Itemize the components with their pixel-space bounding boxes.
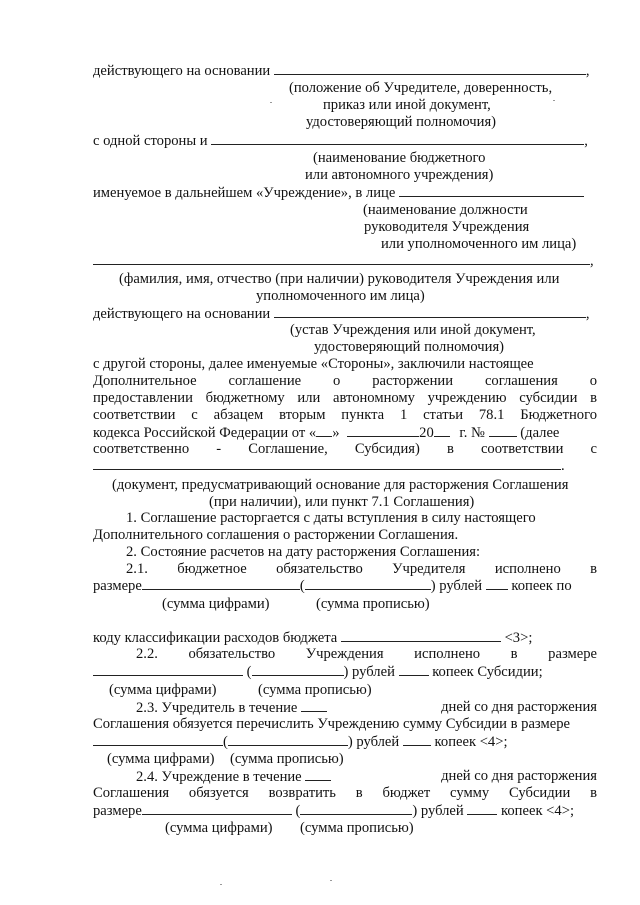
caption: уполномоченного им лица): [256, 288, 425, 304]
section-2: 2. Состояние расчетов на дату расторжения Соглашения:: [126, 544, 481, 560]
scan-speck: [330, 880, 332, 881]
scan-speck: [220, 884, 222, 885]
caption: (сумма прописью): [316, 596, 430, 612]
month-field[interactable]: [347, 424, 419, 437]
caption: удостоверяющий полномочия): [314, 339, 505, 355]
caption: (сумма цифрами): [165, 820, 273, 836]
paragraph-line: соответствии с абзацем вторым пункта 1 статьи 78.1 Бюджетного: [93, 407, 597, 423]
caption: удостоверяющий полномочия): [306, 114, 497, 130]
days-field[interactable]: [301, 699, 327, 712]
basis-line: действующего на основании ,: [93, 63, 590, 79]
agreement-date-line: кодекса Российской Федерации от « » 20 г. № (далее: [93, 425, 560, 441]
section-1-cont: Дополнительного соглашения о расторжении Соглашения.: [93, 527, 459, 543]
year-field[interactable]: [434, 424, 450, 437]
party-line: с одной стороны и ,: [93, 133, 588, 149]
caption: (сумма цифрами): [162, 596, 270, 612]
caption: (сумма цифрами): [109, 682, 217, 698]
budget-code-field[interactable]: [341, 629, 501, 642]
caption: (сумма прописью): [230, 751, 344, 767]
number-field[interactable]: [489, 424, 517, 437]
caption: (наименование должности: [363, 202, 528, 218]
caption: приказ или иной документ,: [323, 97, 491, 113]
basis-line-2: действующего на основании ,: [93, 306, 590, 322]
paragraph-line: Дополнительное соглашение о расторжении соглашения о: [93, 373, 597, 389]
clause-2-4-cont: Соглашения обязуется возвратить в бюджет сумму Субсидии в: [93, 785, 597, 801]
clause-2-1-amount: размере ( ) рублей копеек по: [93, 578, 572, 594]
full-name-field[interactable]: [93, 252, 590, 265]
paragraph-line: предоставлении бюджетному или автономному учреждению субсидии в: [93, 390, 597, 406]
budget-code-line: коду классификации расходов бюджета <3>;: [93, 630, 533, 646]
kopecks-field[interactable]: [486, 577, 508, 590]
day-field[interactable]: [316, 424, 332, 437]
amount-words-field[interactable]: [252, 663, 344, 676]
caption: руководителя Учреждения: [364, 219, 530, 235]
institution-name-field[interactable]: [211, 132, 584, 145]
kopecks-field[interactable]: [399, 663, 429, 676]
position-field[interactable]: [399, 184, 584, 197]
clause-2-1: 2.1. бюджетное обязательство Учредителя исполнено в: [126, 561, 597, 577]
basis-document-field[interactable]: [93, 457, 561, 470]
caption: (при наличии), или пункт 7.1 Соглашения): [209, 494, 475, 510]
paragraph-line: с другой стороны, далее именуемые «Стороны», заключили настоящее: [93, 356, 534, 372]
basis-field[interactable]: [274, 62, 586, 75]
basis-field-2[interactable]: [274, 305, 586, 318]
clause-2-4-amount: размере ( ) рублей копеек <4>;: [93, 803, 574, 819]
clause-2-3: 2.3. Учредитель в течение дней со дня расторжения: [136, 699, 597, 716]
amount-digits-field[interactable]: [142, 802, 292, 815]
amount-words-field[interactable]: [305, 577, 431, 590]
days-field[interactable]: [305, 768, 331, 781]
amount-digits-field[interactable]: [93, 663, 243, 676]
caption: (сумма цифрами): [107, 751, 215, 767]
amount-words-field[interactable]: [228, 733, 348, 746]
amount-digits-field[interactable]: [93, 733, 223, 746]
scan-speck: [270, 102, 272, 103]
amount-words-field[interactable]: [300, 802, 412, 815]
caption: (устав Учреждения или иной документ,: [290, 322, 536, 338]
basis-document-line: .: [93, 457, 565, 475]
paragraph-line: соответственно - Соглашение, Субсидия) в соответствии с: [93, 441, 597, 457]
kopecks-field[interactable]: [403, 733, 431, 746]
clause-2-2: 2.2. обязательство Учреждения исполнено в размере: [136, 646, 597, 662]
full-name-line: ,: [93, 252, 594, 270]
clause-2-3-amount: ( ) рублей копеек <4>;: [93, 733, 508, 751]
scan-speck: [553, 100, 555, 101]
kopecks-field[interactable]: [467, 802, 497, 815]
amount-digits-field[interactable]: [142, 577, 300, 590]
caption: (документ, предусматривающий основание для расторжения Соглашения: [112, 477, 569, 493]
caption: (положение об Учредителе, доверенность,: [289, 80, 553, 96]
clause-2-2-amount: ( ) рублей копеек Субсидии;: [93, 663, 543, 681]
clause-2-4: 2.4. Учреждение в течение дней со дня расторжения: [136, 768, 597, 785]
caption: или уполномоченного им лица): [381, 236, 577, 252]
caption: или автономного учреждения): [305, 167, 494, 183]
caption: (фамилия, имя, отчество (при наличии) руководителя Учреждения или: [119, 271, 560, 287]
section-1: 1. Соглашение расторгается с даты вступления в силу настоящего: [126, 510, 536, 526]
represented-by-line: именуемое в дальнейшем «Учреждение», в лице: [93, 184, 584, 202]
caption: (сумма прописью): [300, 820, 414, 836]
caption: (сумма прописью): [258, 682, 372, 698]
clause-2-3-cont: Соглашения обязуется перечислить Учреждению сумму Субсидии в размере: [93, 716, 570, 732]
caption: (наименование бюджетного: [313, 150, 486, 166]
